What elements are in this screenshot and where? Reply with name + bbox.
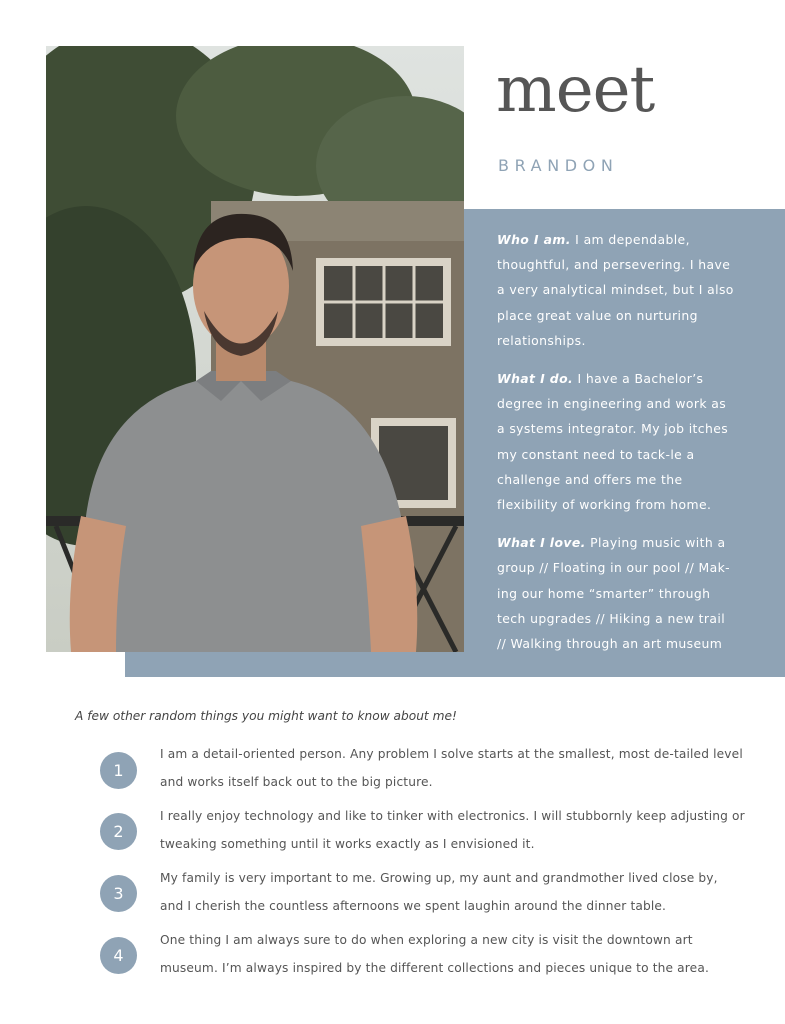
list-item-text: I am a detail-oriented person. Any problem I solve starts at the smallest, most de-tailed level and works itself back out to the big picture. [160, 747, 743, 789]
profile-photo [46, 46, 464, 652]
bio-who [497, 227, 737, 353]
bio-love-text: Playing music with a group // Floating in our pool // Mak-ing our home “smarter” through tech upgrades // Hiking a new trail // Walking through an art museum [497, 535, 731, 652]
bio-what-heading: What I do. [497, 371, 574, 387]
bio-love-heading: What I love. [497, 535, 586, 551]
page-subtitle-name: BRANDON [498, 156, 619, 175]
number-badge: 1 [100, 752, 137, 789]
bio-who-heading: Who I am. [497, 232, 571, 247]
list-item-text: My family is very important to me. Growing up, my aunt and grandmother lived close by, and I cherish the countless afternoons we spent laughin around the dinner table. [160, 871, 718, 913]
list-item-text: I really enjoy technology and like to tinker with electronics. I will stubbornly keep adjusting or tweaking something until it works exactly as I envisioned it. [160, 809, 745, 851]
list-item-text: One thing I am always sure to do when exploring a new city is visit the downtown art museum. I’m always inspired by the different collections and pieces unique to the area. [160, 933, 709, 975]
number-badge: 2 [100, 813, 137, 850]
number-badge: 4 [100, 937, 137, 974]
number-badge: 3 [100, 875, 137, 912]
bio-section [497, 227, 737, 669]
page-title: meet [496, 53, 655, 127]
bio-who-text: I am dependable, thoughtful, and persevering. I have a very analytical mindset, but I also place great value on nurturing relationships. [497, 232, 734, 348]
bio-what [497, 366, 737, 517]
bio-what-text: I have a Bachelor’s degree in engineering and work as a systems integrator. My job itches my constant need to tack-le a challenge and offers me the flexibility of working from home. [497, 371, 729, 513]
bio-love [497, 530, 737, 656]
facts-intro: A few other random things you might want to know about me! [75, 709, 457, 723]
